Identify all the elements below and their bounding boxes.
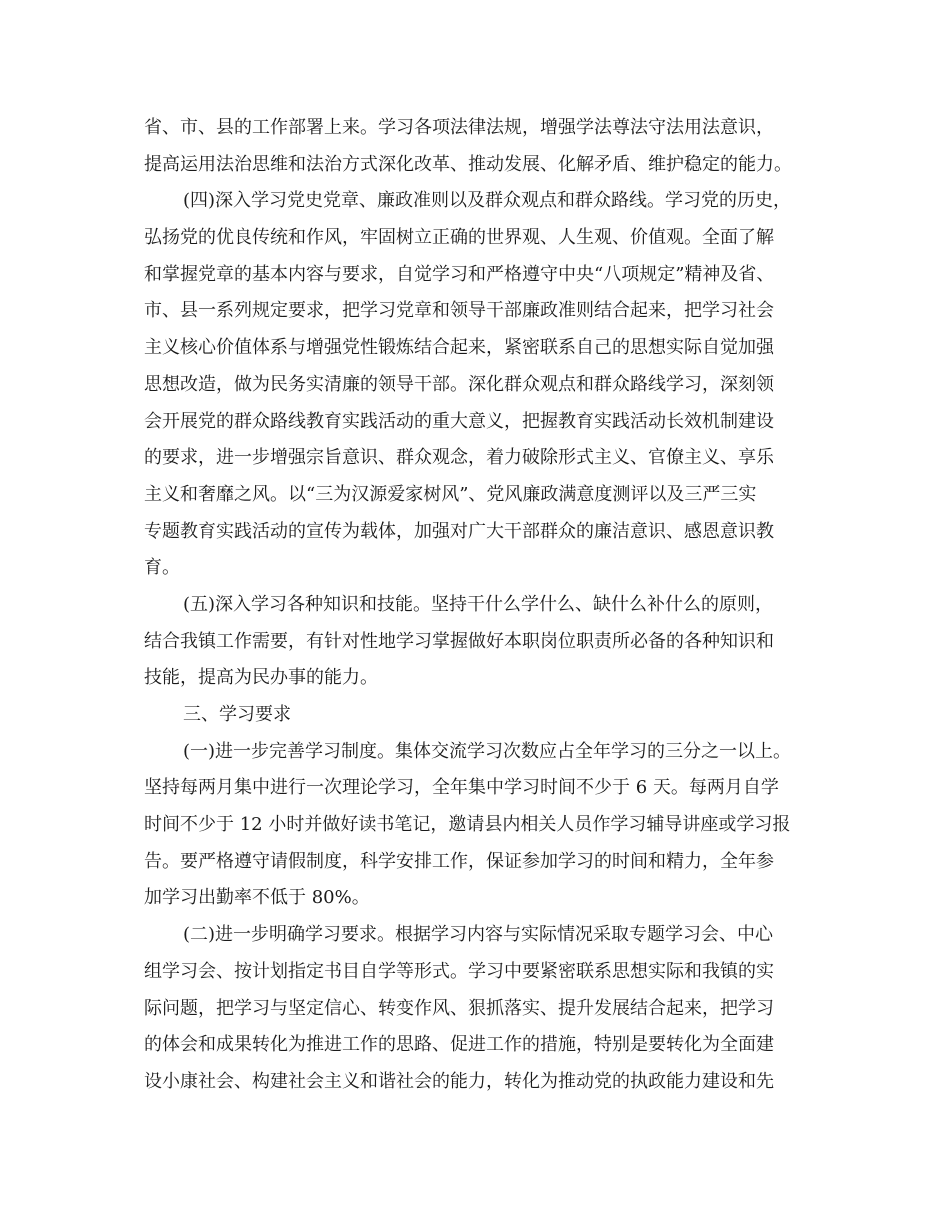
text-line: 弘扬党的优良传统和作风，牢固树立正确的世界观、人生观、价值观。全面了解 [144,227,774,249]
text-line: 告。要严格遵守请假制度，科学安排工作，保证参加学习的时间和精力，全年参 [144,850,774,872]
text-line: 的要求，进一步增强宗旨意识、群众观念，着力破除形式主义、官僚主义、享乐 [144,447,774,469]
text-line: 坚持每两月集中进行一次理论学习，全年集中学习时间不少于 6 天。每两月自学 [144,777,779,799]
text-line: 提高运用法治思维和法治方式深化改革、推动发展、化解矛盾、维护稳定的能力。 [144,153,792,175]
text-line: 会开展党的群众路线教育实践活动的重大意义，把握教育实践活动长效机制建设 [144,410,774,432]
text-line: 思想改造，做为民务实清廉的领导干部。深化群众观点和群众路线学习，深刻领 [144,373,774,395]
text-line: 省、市、县的工作部署上来。学习各项法律法规，增强学法尊法守法用法意识， [144,117,774,138]
section-3-title: 三、学习要求 [183,704,291,725]
text-line: 主义和奢靡之风。以“三为汉源爱家树风”、党风廉政满意度测评以及三严三实 [144,483,757,505]
section-4-heading-line: (四)深入学习党史党章、廉政准则以及群众观点和群众路线。学习党的历史， [183,190,792,212]
text-line: 专题教育实践活动的宣传为载体，加强对广大干部群众的廉洁意识、感恩意识教 [144,520,774,542]
text-line: 组学习会、按计划指定书目自学等形式。学习中要紧密联系思想实际和我镇的实 [144,960,774,982]
subsection-2-heading-line: (二)进一步明确学习要求。根据学习内容与实际情况采取专题学习会、中心 [183,924,774,946]
text-line: 际问题，把学习与坚定信心、转变作风、狠抓落实、提升发展结合起来，把学习 [144,997,774,1019]
body-text [144,110,808,1101]
text-line: 技能，提高为民办事的能力。 [144,667,378,689]
text-line: 设小康社会、构建社会主义和谐社会的能力，转化为推动党的执政能力建设和先 [144,1070,774,1092]
text-line: 育。 [144,557,180,579]
text-line: 的体会和成果转化为推进工作的思路、促进工作的措施，特别是要转化为全面建 [144,1034,774,1056]
text-line: 加学习出勤率不低于 80%。 [144,887,370,909]
text-line: 时间不少于 12 小时并做好读书笔记，邀请县内相关人员作学习辅导讲座或学习报 [144,814,791,836]
text-line: 主义核心价值体系与增强党性锻炼结合起来，紧密联系自己的思想实际自觉加强 [144,337,774,359]
text-line: 和掌握党章的基本内容与要求，自觉学习和严格遵守中央“八项规定”精神及省、 [144,263,775,285]
text-line: 市、县一系列规定要求，把学习党章和领导干部廉政准则结合起来，把学习社会 [144,300,774,322]
subsection-1-heading-line: (一)进一步完善学习制度。集体交流学习次数应占全年学习的三分之一以上。 [183,740,792,762]
section-5-heading-line: (五)深入学习各种知识和技能。坚持干什么学什么、缺什么补什么的原则， [183,593,774,615]
text-line: 结合我镇工作需要，有针对性地学习掌握做好本职岗位职责所必备的各种知识和 [144,630,774,652]
